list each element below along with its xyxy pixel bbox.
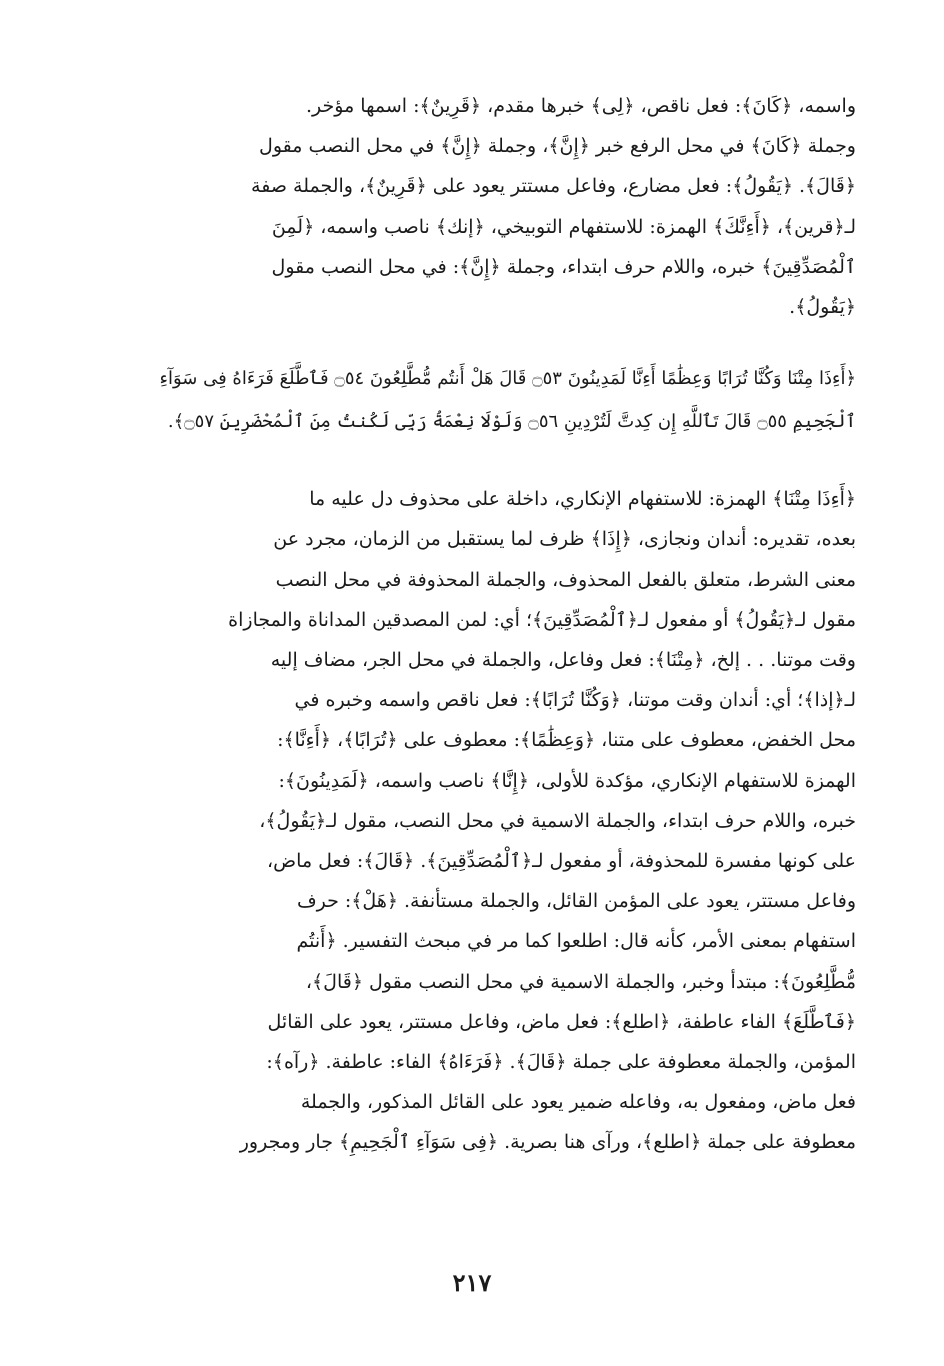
text-line: المؤمن، والجملة معطوفة على جملة ﴿قَالَ﴾. ﴿فَرَءَاهُ﴾ الفاء: عاطفة. ﴿رآه﴾: [266,1051,856,1074]
text-line: ﴿أَءِذَا مِتْنَا﴾ الهمزة: للاستفهام الإنكاري، داخلة على محذوف دل عليه ما [309,488,856,511]
text-line: مُّطَّلِعُونَ﴾: مبتدأ وخبر، والجملة الاسمية في محل النصب مقول ﴿قَالَ﴾، [305,970,856,993]
verse-line: ٱلْجَحِيمِ ۝٥٥ قَالَ تَٱللَّهِ إِن كِدتَّ لَتُرْدِينِ ۝٥٦ وَلَوْلَا نِعْمَةُ رَبِّى لَكُنتُ مِنَ ٱلْمُحْضَرِينَ ۝٥٧﴾. [167,411,856,433]
text-line: وجملة ﴿كَانَ﴾ في محل الرفع خبر ﴿إِنَّ﴾، وجملة ﴿إِنَّ﴾ في محل النصب مقول [259,135,856,158]
quran-verses [88,357,856,443]
text-line: واسمه، ﴿كَانَ﴾: فعل ناقص، ﴿لِى﴾ خبرها مقدم، ﴿قَرِينٌ﴾: اسمها مؤخر. [306,95,856,117]
text-line: ٱلْمُصَدِّقِينَ﴾ خبره، واللام حرف ابتداء، وجملة ﴿إِنَّ﴾: في محل النصب مقول [271,255,856,278]
text-line: بعده، تقديره: أندان ونجازى، ﴿إِذَا﴾ ظرف لما يستقبل من الزمان، مجرد عن [273,528,856,551]
text-line: معنى الشرط، متعلق بالفعل المحذوف، والجملة المحذوفة في محل النصب [275,568,856,591]
text-line: فعل ماض، ومفعول به، وفاعله ضمير يعود على القائل المذكور، والجملة [300,1091,856,1114]
text-line: وفاعل مستتر، يعود على المؤمن القائل، والجملة مستأنفة. ﴿هَلْ﴾: حرف [296,890,856,913]
text-line: وقت موتنا. . . إلخ، ﴿مِتْنَا﴾: فعل وفاعل، والجملة في محل الجر، مضاف إليه [270,649,856,672]
text-line: ﴿قَالَ﴾. ﴿يَقُولُ﴾: فعل مضارع، وفاعل مستتر يعود على ﴿قَرِينٌ﴾، والجملة صفة [251,175,856,198]
text-line: خبره، واللام حرف ابتداء، والجملة الاسمية في محل النصب، مقول لـ﴿يَقُولُ﴾، [259,809,856,832]
text-line: على كونها مفسرة للمحذوفة، أو مفعول لـ﴿ٱلْمُصَدِّقِينَ﴾. ﴿قَالَ﴾: فعل ماض، [267,850,856,873]
verse-line: ﴿أَءِذَا مِتْنَا وَكُنَّا تُرَابًا وَعِظَٰمًا أَءِنَّا لَمَدِينُونَ ۝٥٣ قَالَ هَلْ أَنتُم مُّطَّلِعُونَ ۝٥٤ فَٱطَّلَعَ فَرَءَاهُ فِى سَوَآءِ [159,368,856,390]
page-body [88,86,856,1163]
text-line: محل الخفض، معطوف على متنا، ﴿وَعِظَٰمًا﴾: معطوف على ﴿تُرَابًا﴾، ﴿أَءِنَّا﴾: [277,729,856,752]
text-line: ﴿فَٱطَّلَعَ﴾ الفاء عاطفة، ﴿اطلع﴾: فعل ماض، وفاعل مستتر، يعود على القائل [267,1010,856,1033]
text-line: معطوفة على جملة ﴿اطلع﴾، ورآى هنا بصرية. ﴿فِى سَوَآءِ ٱلْجَحِيمِ﴾ جار ومجرور [239,1131,856,1154]
page-number: ٢١٧ [452,1268,492,1297]
text-line: لـ﴿إذا﴾؛ أي: أندان وقت موتنا، ﴿وَكُنَّا تُرَابًا﴾: فعل ناقص واسمه وخبره في [294,689,856,712]
text-line: مقول لـ﴿يَقُولُ﴾ أو مفعول لـ﴿ٱلْمُصَدِّقِينَ﴾؛ أي: لمن المصدقين المداناة والمجازاة [228,608,856,631]
section-2 [88,479,856,1162]
text-line: الهمزة للاستفهام الإنكاري، مؤكدة للأولى، ﴿إِنَّا﴾ ناصب واسمه، ﴿لَمَدِينُونَ﴾: [278,769,856,792]
section-1 [88,86,856,327]
text-line: لـ﴿قرين﴾، ﴿أَءِنَّكَ﴾ الهمزة: للاستفهام التوبيخي، ﴿إنك﴾ ناصب واسمه، ﴿لَمِنَ [271,215,856,238]
text-line: استفهام بمعنى الأمر، كأنه قال: اطلعوا كما مر في مبحث التفسير. ﴿أَنتُم [296,930,856,953]
text-line: ﴿يَقُولُ﴾. [789,296,856,319]
